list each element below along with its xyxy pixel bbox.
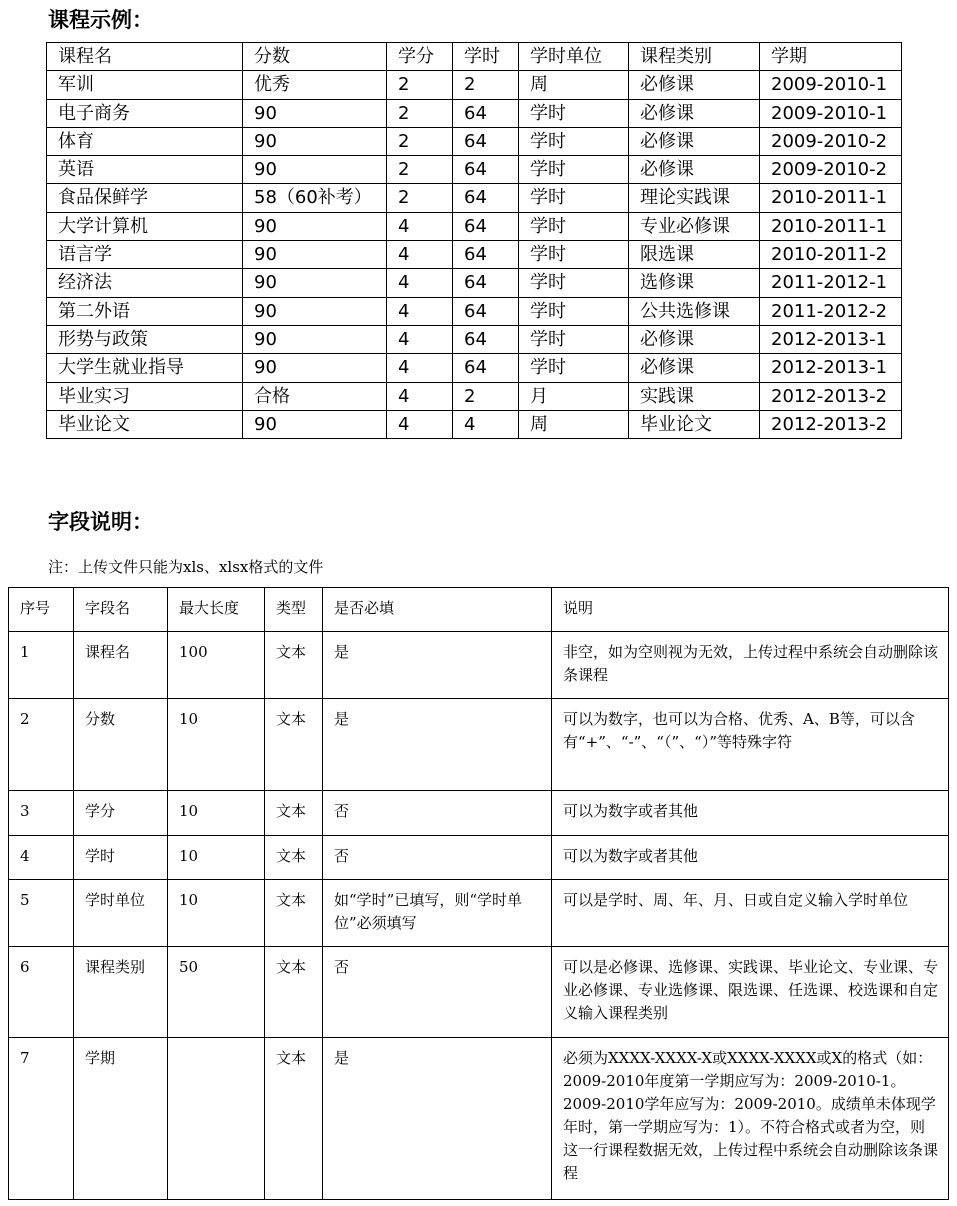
table-cell: 2011-2012-1	[760, 269, 902, 297]
table-cell: 必修课	[629, 156, 760, 184]
table-cell: 4	[453, 410, 519, 438]
table-cell: 经济法	[47, 269, 243, 297]
table-cell: 2009-2010-1	[760, 99, 902, 127]
table-cell: 周	[519, 71, 629, 99]
table-cell: 90	[243, 99, 387, 127]
table-cell: 10	[168, 836, 265, 880]
table-cell: 90	[243, 156, 387, 184]
table-cell: 90	[243, 212, 387, 240]
table-cell: 90	[243, 241, 387, 269]
table-cell: 学时	[74, 836, 168, 880]
column-header: 学时	[453, 43, 519, 71]
column-header: 序号	[9, 588, 74, 632]
table-cell: 必修课	[629, 71, 760, 99]
table-cell: 分数	[74, 699, 168, 791]
table-cell: 2012-2013-2	[760, 382, 902, 410]
table-row	[47, 156, 902, 184]
table-cell: 文本	[265, 836, 323, 880]
table-cell: 必修课	[629, 99, 760, 127]
table-cell: 学时单位	[74, 880, 168, 947]
table-cell: 如“学时”已填写，则“学时单位”必须填写	[323, 880, 552, 947]
table-cell: 64	[453, 354, 519, 382]
table-cell: 90	[243, 410, 387, 438]
column-header: 说明	[552, 588, 949, 632]
table-row	[47, 99, 902, 127]
table-row	[47, 297, 902, 325]
table-cell: 学时	[519, 269, 629, 297]
table-cell: 4	[387, 410, 453, 438]
table-cell: 必修课	[629, 354, 760, 382]
table-cell: 64	[453, 184, 519, 212]
table-cell: 学时	[519, 241, 629, 269]
table-row	[9, 1038, 949, 1200]
table-cell: 必修课	[629, 325, 760, 353]
table-cell: 学时	[519, 354, 629, 382]
table-cell: 7	[9, 1038, 74, 1200]
table-cell: 2	[387, 127, 453, 155]
column-header: 字段名	[74, 588, 168, 632]
table-cell: 否	[323, 836, 552, 880]
table-cell: 50	[168, 947, 265, 1038]
table-cell: 5	[9, 880, 74, 947]
table-cell: 实践课	[629, 382, 760, 410]
table-cell: 学时	[519, 127, 629, 155]
table-cell: 是	[323, 699, 552, 791]
column-header: 类型	[265, 588, 323, 632]
table-cell: 文本	[265, 1038, 323, 1200]
table-row	[47, 382, 902, 410]
column-header: 最大长度	[168, 588, 265, 632]
table-cell: 可以为数字或者其他	[552, 791, 949, 836]
table-cell: 大学生就业指导	[47, 354, 243, 382]
table-cell: 军训	[47, 71, 243, 99]
table-cell: 2	[387, 99, 453, 127]
table-cell: 2	[387, 184, 453, 212]
table-cell: 非空，如为空则视为无效，上传过程中系统会自动删除该条课程	[552, 632, 949, 699]
table-row	[9, 947, 949, 1038]
table-cell: 2	[387, 156, 453, 184]
table-cell: 10	[168, 880, 265, 947]
table-cell: 64	[453, 325, 519, 353]
table-row	[47, 71, 902, 99]
table-cell: 学分	[74, 791, 168, 836]
table-cell: 2009-2010-1	[760, 71, 902, 99]
column-header: 课程类别	[629, 43, 760, 71]
table-cell: 英语	[47, 156, 243, 184]
column-header: 课程名	[47, 43, 243, 71]
table-cell: 合格	[243, 382, 387, 410]
table-cell: 2011-2012-2	[760, 297, 902, 325]
upload-format-note: 注：上传文件只能为xls、xlsx格式的文件	[48, 558, 324, 576]
table-cell: 学时	[519, 156, 629, 184]
table-cell: 课程名	[74, 632, 168, 699]
table-cell: 2	[9, 699, 74, 791]
table-cell: 必修课	[629, 127, 760, 155]
table-header-row	[47, 43, 902, 71]
table-row	[9, 699, 949, 791]
table-cell: 64	[453, 212, 519, 240]
table-cell: 2012-2013-1	[760, 325, 902, 353]
table-row	[47, 184, 902, 212]
table-cell: 理论实践课	[629, 184, 760, 212]
table-cell: 10	[168, 699, 265, 791]
table-row	[47, 410, 902, 438]
table-cell: 可以为数字或者其他	[552, 836, 949, 880]
table-cell: 可以是学时、周、年、月、日或自定义输入学时单位	[552, 880, 949, 947]
table-cell: 90	[243, 325, 387, 353]
table-cell: 学期	[74, 1038, 168, 1200]
table-cell: 学时	[519, 325, 629, 353]
table-cell: 2	[387, 71, 453, 99]
table-cell: 文本	[265, 791, 323, 836]
table-cell: 学时	[519, 99, 629, 127]
course-example-table	[46, 42, 902, 439]
table-cell: 2009-2010-2	[760, 127, 902, 155]
table-cell: 2	[453, 382, 519, 410]
table-cell: 58（60补考）	[243, 184, 387, 212]
table-cell: 90	[243, 354, 387, 382]
table-cell: 优秀	[243, 71, 387, 99]
column-header: 是否必填	[323, 588, 552, 632]
table-cell: 2012-2013-2	[760, 410, 902, 438]
table-cell: 毕业实习	[47, 382, 243, 410]
table-cell: 1	[9, 632, 74, 699]
table-cell: 文本	[265, 632, 323, 699]
table-row	[47, 325, 902, 353]
table-cell: 3	[9, 791, 74, 836]
table-cell: 是	[323, 1038, 552, 1200]
course-example-heading: 课程示例：	[48, 7, 153, 32]
table-row	[47, 269, 902, 297]
table-row	[9, 791, 949, 836]
table-cell: 文本	[265, 880, 323, 947]
table-cell: 文本	[265, 699, 323, 791]
table-cell	[168, 1038, 265, 1200]
table-cell: 否	[323, 947, 552, 1038]
table-cell: 2	[453, 71, 519, 99]
table-cell: 2010-2011-2	[760, 241, 902, 269]
table-cell: 4	[387, 241, 453, 269]
column-header: 学期	[760, 43, 902, 71]
table-cell: 90	[243, 269, 387, 297]
table-cell: 64	[453, 297, 519, 325]
table-cell: 2012-2013-1	[760, 354, 902, 382]
table-cell: 公共选修课	[629, 297, 760, 325]
table-row	[47, 127, 902, 155]
table-row	[9, 836, 949, 880]
table-cell: 否	[323, 791, 552, 836]
table-cell: 学时	[519, 184, 629, 212]
table-cell: 大学计算机	[47, 212, 243, 240]
table-cell: 毕业论文	[47, 410, 243, 438]
table-cell: 专业必修课	[629, 212, 760, 240]
field-description-heading: 字段说明：	[48, 509, 153, 534]
column-header: 学时单位	[519, 43, 629, 71]
table-cell: 学时	[519, 297, 629, 325]
table-cell: 课程类别	[74, 947, 168, 1038]
table-cell: 是	[323, 632, 552, 699]
column-header: 学分	[387, 43, 453, 71]
table-cell: 周	[519, 410, 629, 438]
table-cell: 2010-2011-1	[760, 184, 902, 212]
table-cell: 食品保鲜学	[47, 184, 243, 212]
table-cell: 64	[453, 269, 519, 297]
table-cell: 毕业论文	[629, 410, 760, 438]
table-cell: 月	[519, 382, 629, 410]
table-header-row	[9, 588, 949, 632]
table-cell: 形势与政策	[47, 325, 243, 353]
table-cell: 64	[453, 156, 519, 184]
table-cell: 6	[9, 947, 74, 1038]
table-cell: 10	[168, 791, 265, 836]
table-cell: 64	[453, 127, 519, 155]
table-cell: 4	[387, 212, 453, 240]
table-cell: 4	[9, 836, 74, 880]
table-row	[47, 354, 902, 382]
table-cell: 必须为XXXX-XXXX-X或XXXX-XXXX或X的格式（如：2009-2010年度第一学期应写为：2009-2010-1。2009-2010学年应写为：2009-2010。成绩单未体现学年时，第一学期应写为：1）。不符合格式或者为空，则这一行课程数据无效，上传过程中系统会自动删除该条课程	[552, 1038, 949, 1200]
table-row	[47, 241, 902, 269]
table-cell: 2009-2010-2	[760, 156, 902, 184]
table-cell: 可以是必修课、选修课、实践课、毕业论文、专业课、专业必修课、专业选修课、限选课、任选课、校选课和自定义输入课程类别	[552, 947, 949, 1038]
table-cell: 4	[387, 382, 453, 410]
table-cell: 4	[387, 325, 453, 353]
table-cell: 4	[387, 297, 453, 325]
table-cell: 90	[243, 297, 387, 325]
table-row	[9, 632, 949, 699]
table-cell: 语言学	[47, 241, 243, 269]
table-cell: 电子商务	[47, 99, 243, 127]
table-cell: 2010-2011-1	[760, 212, 902, 240]
table-cell: 4	[387, 269, 453, 297]
table-row	[47, 212, 902, 240]
table-cell: 体育	[47, 127, 243, 155]
table-cell: 64	[453, 99, 519, 127]
table-row	[9, 880, 949, 947]
table-cell: 学时	[519, 212, 629, 240]
field-description-table	[8, 587, 949, 1200]
table-cell: 选修课	[629, 269, 760, 297]
table-cell: 64	[453, 241, 519, 269]
table-cell: 90	[243, 127, 387, 155]
column-header: 分数	[243, 43, 387, 71]
table-cell: 100	[168, 632, 265, 699]
table-cell: 可以为数字，也可以为合格、优秀、A、B等，可以含有“+”、“-”、“（”、“）”等特殊字符	[552, 699, 949, 791]
table-cell: 4	[387, 354, 453, 382]
table-cell: 文本	[265, 947, 323, 1038]
table-cell: 限选课	[629, 241, 760, 269]
table-cell: 第二外语	[47, 297, 243, 325]
